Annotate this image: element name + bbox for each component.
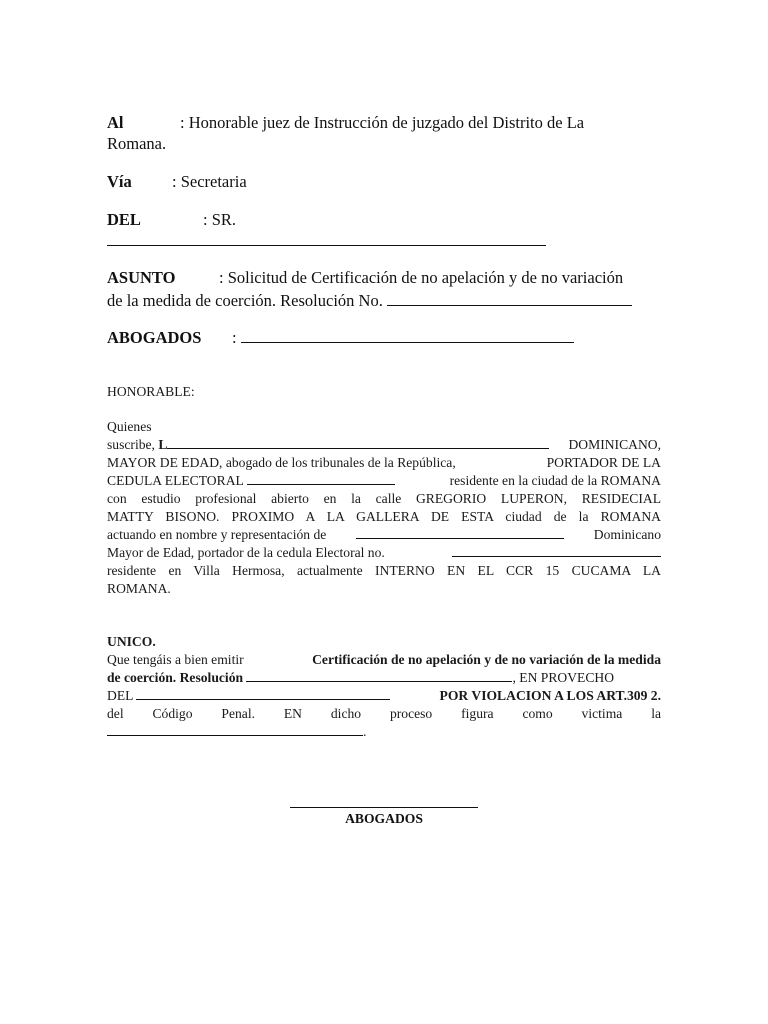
asunto-label: ASUNTO xyxy=(107,268,176,287)
via-label: Vía xyxy=(107,172,132,191)
p2-bold-text: Certificación de no apelación y de no variación de la medida xyxy=(312,652,661,667)
del-text: : SR. xyxy=(203,210,237,229)
p1-initial: L xyxy=(158,437,168,452)
p1-text xyxy=(107,472,395,490)
p1-text xyxy=(107,436,549,454)
del-label: DEL xyxy=(107,210,141,229)
resolution-number-blank xyxy=(387,293,632,306)
p1-text: Quienes xyxy=(107,419,152,434)
via-line xyxy=(107,172,247,192)
victim-blank xyxy=(107,723,363,736)
p1-text: residente en la ciudad de la ROMANA xyxy=(449,473,661,488)
p2-violation: POR VIOLACION A LOS ART.309 2. xyxy=(439,688,661,703)
p1-text: actuando en nombre y representación de xyxy=(107,527,327,542)
p2-word: como xyxy=(522,706,553,721)
p1-line-8 xyxy=(107,544,661,562)
p2-word: Penal. xyxy=(221,706,255,721)
p2-word: victima xyxy=(581,706,623,721)
del-name-blank xyxy=(107,233,546,246)
represented-name-blank xyxy=(356,526,564,539)
p2-text xyxy=(107,687,390,705)
p1-line-3 xyxy=(107,454,661,472)
p1-line-5 xyxy=(107,490,661,508)
p1-text: MAYOR DE EDAD, abogado de los tribunales de la República, xyxy=(107,455,456,470)
unico-section xyxy=(107,633,661,741)
p2-word: la xyxy=(651,706,661,721)
lawyer-name-blank xyxy=(167,436,549,449)
al-text: : Honorable juez de Instrucción de juzgado del Distrito de La xyxy=(180,113,585,132)
abogados-line xyxy=(107,328,574,348)
cedula-number-blank xyxy=(452,544,661,557)
p1-text: Mayor de Edad, portador de la cedula Electoral no. xyxy=(107,545,385,560)
p2-text xyxy=(107,669,614,687)
p1-line-6 xyxy=(107,508,661,526)
p2-line-2 xyxy=(107,669,661,687)
p2-word: dicho xyxy=(330,706,362,721)
p2-word: EN xyxy=(283,706,302,721)
asunto-text: : Solicitud de Certificación de no apelación y de no variación xyxy=(219,268,624,287)
p2-en-provecho: , EN PROVECHO xyxy=(512,670,615,685)
del-blank-line xyxy=(107,231,546,251)
p2-word: del xyxy=(107,706,124,721)
asunto-text-cont: de la medida de coerción. Resolución No. xyxy=(107,291,383,310)
asunto-line-cont xyxy=(107,291,632,311)
intro-paragraph xyxy=(107,418,661,598)
p1-line-2 xyxy=(107,436,661,454)
p1-text: MATTY BISONO. PROXIMO A LA GALLERA DE ESTA ciudad de la ROMANA xyxy=(107,509,661,524)
abogados-colon: : xyxy=(232,328,237,347)
p2-bold-text: de coerción. Resolución xyxy=(107,670,244,685)
p2-line-5 xyxy=(107,723,661,741)
addressee-line xyxy=(107,113,584,133)
beneficiary-blank xyxy=(136,687,390,700)
salutation-text: HONORABLE: xyxy=(107,384,195,399)
abogados-label: ABOGADOS xyxy=(107,328,202,347)
p2-text: Que tengáis a bien emitir xyxy=(107,652,244,667)
resolution-blank xyxy=(246,669,512,682)
p1-line-1 xyxy=(107,418,661,436)
p1-text: con estudio profesional abierto en la calle GREGORIO LUPERON, RESIDECIAL xyxy=(107,491,661,506)
p1-text: PORTADOR DE LA xyxy=(546,455,661,470)
p1-line-4 xyxy=(107,472,661,490)
p1-cedula: CEDULA ELECTORAL xyxy=(107,473,244,488)
asunto-line xyxy=(107,268,623,288)
signature-label: ABOGADOS xyxy=(345,811,423,826)
via-text: : Secretaria xyxy=(172,172,247,191)
p1-nationality: DOMINICANO, xyxy=(568,437,661,452)
p1-line-9 xyxy=(107,562,661,580)
unico-heading: UNICO. xyxy=(107,634,156,649)
p2-line-3 xyxy=(107,687,661,705)
abogados-blank xyxy=(241,330,574,343)
unico-title xyxy=(107,633,661,651)
p2-word: proceso xyxy=(389,706,433,721)
p2-word: Código xyxy=(152,706,193,721)
p1-text: Dominicano xyxy=(593,527,661,542)
p2-word: figura xyxy=(461,706,494,721)
al-text-cont: Romana. xyxy=(107,134,167,153)
salutation xyxy=(107,383,661,401)
p1-text: ROMANA. xyxy=(107,581,171,596)
al-label: Al xyxy=(107,113,124,132)
p2-line-4 xyxy=(107,705,661,723)
signature-line xyxy=(290,807,478,808)
p1-text: residente en Villa Hermosa, actualmente INTERNO EN EL CCR 15 CUCAMA LA xyxy=(107,563,661,578)
cedula-blank xyxy=(247,472,395,485)
p2-period: . xyxy=(363,724,367,739)
p1-suscribe: suscribe, xyxy=(107,437,155,452)
del-line xyxy=(107,210,236,230)
p2-del: DEL xyxy=(107,688,133,703)
p1-line-7 xyxy=(107,526,661,544)
p2-line-1 xyxy=(107,651,661,669)
addressee-line-cont xyxy=(107,134,166,154)
p1-line-10 xyxy=(107,580,661,598)
